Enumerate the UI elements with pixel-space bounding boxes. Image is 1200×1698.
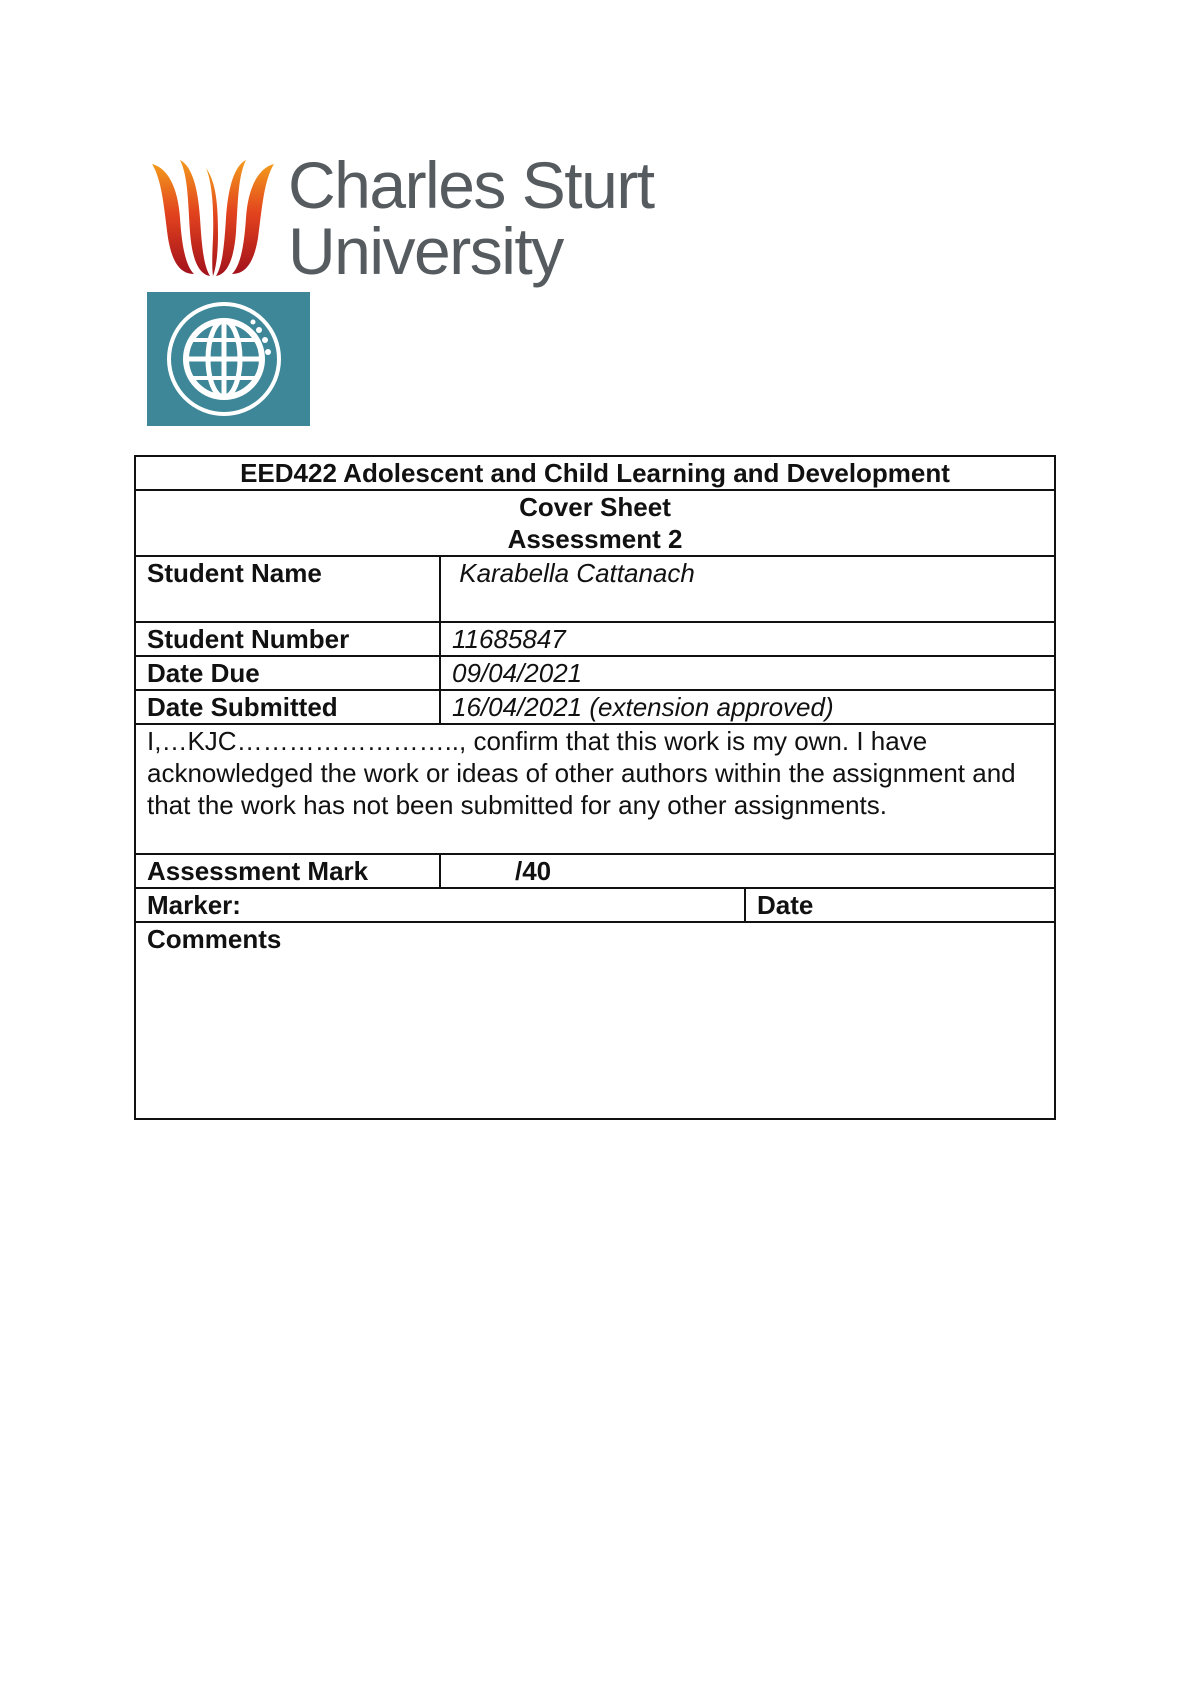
cover-sheet-table (134, 455, 1056, 1120)
date-due-value: 09/04/2021 (440, 656, 1055, 690)
declaration-text: I,…KJC…………………….., confirm that this work is my own. I have acknowledged the work or ideas of other authors within the assignment and that the work has not been submitted for any other assignments. (135, 724, 1055, 854)
cover-sheet-heading (135, 490, 1055, 556)
university-logo (150, 148, 680, 292)
university-emblem-icon (150, 158, 276, 278)
date-submitted-value: 16/04/2021 (extension approved) (440, 690, 1055, 724)
date-label: Date (745, 888, 1055, 922)
student-name-value: Karabella Cattanach (440, 556, 1055, 622)
assessment-mark-label: Assessment Mark (135, 854, 440, 888)
cover-sheet-label: Cover Sheet (519, 492, 671, 522)
student-number-value: 11685847 (440, 622, 1055, 656)
wordmark-line1: Charles Sturt (288, 148, 654, 222)
globe-badge (147, 292, 310, 426)
assessment-mark-value: /40 (440, 854, 1055, 888)
comments-label: Comments (135, 922, 1055, 1119)
wordmark-line2: University (288, 214, 563, 288)
assessment-number: Assessment 2 (507, 524, 683, 554)
course-title: EED422 Adolescent and Child Learning and Development (135, 456, 1055, 490)
student-name-label: Student Name (135, 556, 440, 622)
university-wordmark (288, 148, 654, 288)
student-number-label: Student Number (135, 622, 440, 656)
marker-label: Marker: (135, 888, 745, 922)
date-submitted-label: Date Submitted (135, 690, 440, 724)
globe-icon (147, 292, 310, 426)
date-due-label: Date Due (135, 656, 440, 690)
